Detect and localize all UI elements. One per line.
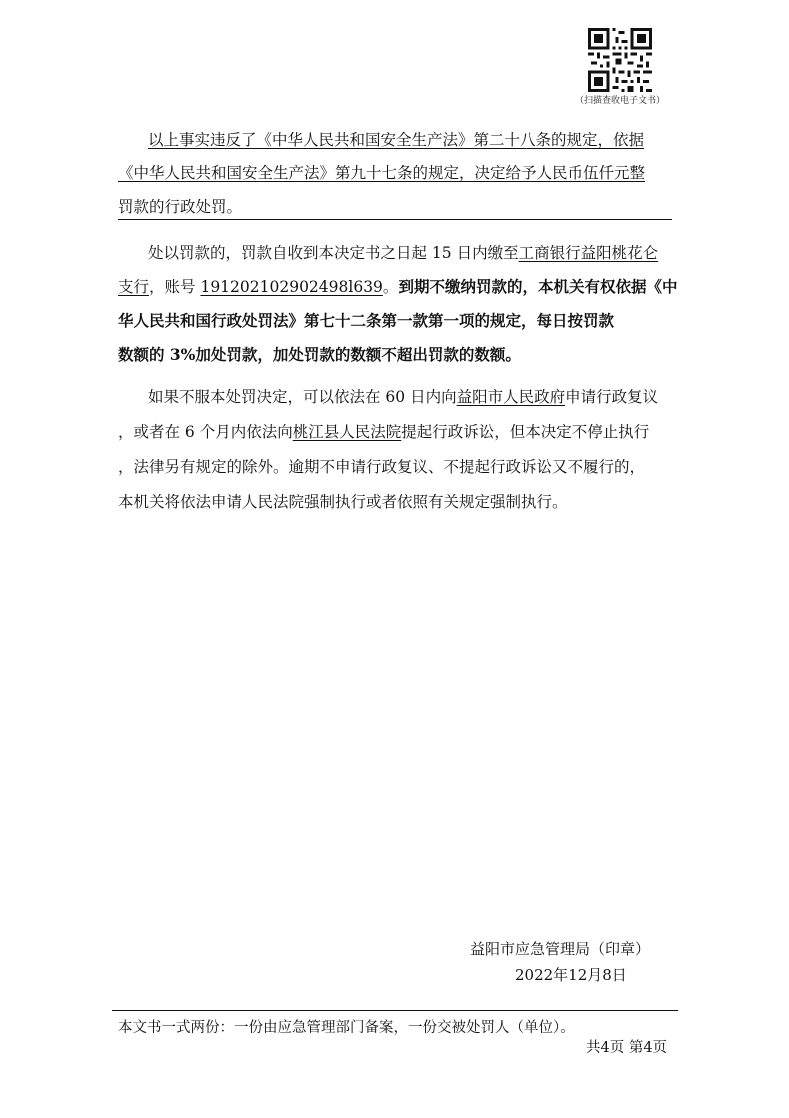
qr-code-icon [588,28,652,92]
issue-date: 2022年12月8日 [515,966,627,984]
para3-line1 [148,386,658,408]
para1-line3: 罚款的行政处罚。 [118,196,672,220]
page-number: 共4页 第4页 [586,1040,668,1056]
para2-line4 [118,344,521,366]
review-authority: 益阳市人民政府 [456,388,566,406]
penalty-text: 到期不缴纳罚款的，本机关有权依据《中 [398,277,678,296]
bank-name-cont: 支行 [118,278,150,296]
penalty-daily: 每日按罚款 [536,311,615,330]
litigation-text: ，或者在 6 个月内依法向 [118,423,293,441]
appeal-text: 如果不服本处罚决定，可以依法在 60 日内向 [148,388,457,406]
para3-line2 [118,421,649,443]
penalty-rate: 数额的 3%加处罚款，加处罚款的数额不超出罚款的数额。 [118,345,521,364]
penalty-law: 华人民共和国行政处罚法》 [118,311,305,330]
appeal-text-b: 申请行政复议 [565,388,659,406]
para2-text: 处以罚款的，罚款自收到本决定书之日起 15 日内缴至 [148,244,519,262]
issuing-authority: 益阳市应急管理局（印章） [470,940,651,958]
footer-divider [112,1010,678,1011]
para1-line2: 《中华人民共和国安全生产法》第九十七条的规定，决定给予人民币伍仟元整 [118,164,646,182]
qr-caption: （扫描查收电子文书） [574,96,665,106]
litigation-text-b: 提起行政诉讼，但本决定不停止执行 [401,423,650,441]
penalty-clause: 第七十二条第一款第一项的规定， [304,311,537,330]
bank-name: 工商银行益阳桃花仑 [518,244,659,262]
account-label: ，账号 [149,278,201,296]
para1-line1: 以上事实违反了《中华人民共和国安全生产法》第二十八条的规定，依据 [148,131,645,149]
footer-note: 本文书一式两份：一份由应急管理部门备案，一份交被处罚人（单位）。 [118,1020,575,1036]
para2-line3 [118,310,614,332]
punct: 。 [382,278,399,296]
court-name: 桃江县人民法院 [292,423,402,441]
para2-line1 [148,242,658,264]
account-number: 191202102902498l639 [200,278,383,296]
para3-line3: ，法律另有规定的除外。逾期不申请行政复议、不提起行政诉讼又不履行的， [118,458,646,476]
para3-line4: 本机关将依法申请人民法院强制执行或者依照有关规定强制执行。 [118,493,568,511]
para2-line2 [118,276,677,298]
